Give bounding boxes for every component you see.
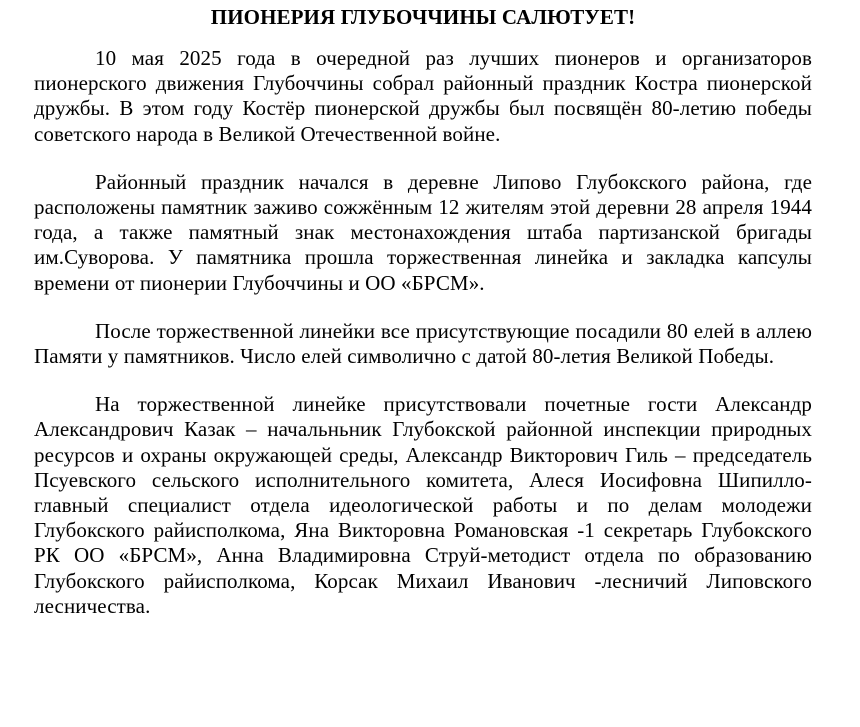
paragraph-tree-planting: После торжественной линейки все присутствующие посадили 80 елей в аллею Памяти у памятников. Число елей символично с датой 80-летия Великой Победы.	[34, 318, 812, 369]
document-page	[34, 0, 812, 619]
paragraph-honored-guests: На торжественной линейке присутствовали почетные гости Александр Александрович Казак – начальньник Глубокской районной инспекции природных ресурсов и охраны окружающей среды, Александр Викторович Гиль – председатель Псуевского сельского исполнительного комитета, Алеся Иосифовна Шипилло- главный специалист отдела идеологической работы и по делам молодежи Глубокского райисполкома, Яна Викторовна Романовская -1 секретарь Глубокского РК ОО «БРСМ», Анна Владимировна Струй-методист отдела по образованию Глубокского райисполкома, Корсак Михаил Иванович -лесничий Липовского лесничества.	[34, 392, 812, 618]
paragraph-event-intro: 10 мая 2025 года в очередной раз лучших пионеров и организаторов пионерского движения Глубоччины собрал районный праздник Костра пионерской дружбы. В этом году Костёр пионерской дружбы был посвящён 80-летию победы советского народа в Великой Отечественной войне.	[34, 46, 812, 146]
paragraph-lipovo-ceremony: Районный праздник начался в деревне Липово Глубокского района, где расположены памятник заживо сожжённым 12 жителям этой деревни 28 апреля 1944 года, а также памятный знак местонахождения штаба партизанской бригады им.Суворова. У памятника прошла торжественная линейка и закладка капсулы времени от пионерии Глубоччины и ОО «БРСМ».	[34, 169, 812, 295]
document-title: ПИОНЕРИЯ ГЛУБОЧЧИНЫ САЛЮТУЕТ!	[210, 5, 636, 29]
